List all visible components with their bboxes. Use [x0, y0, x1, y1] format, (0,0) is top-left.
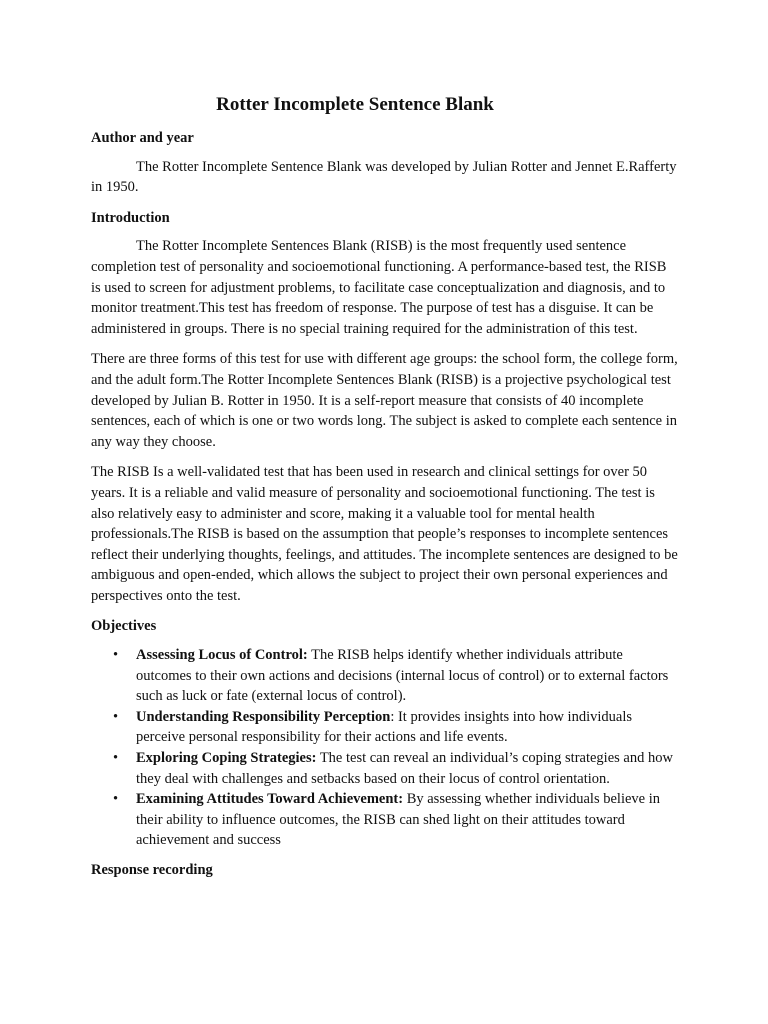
bullet-icon: • [113, 647, 119, 664]
objective-label: Examining Attitudes Toward Achievement: [136, 791, 404, 808]
objective-item [91, 789, 679, 851]
objective-item [91, 707, 679, 748]
section-heading-introduction: Introduction [91, 209, 170, 226]
introduction-paragraph-2: There are three forms of this test for use with different age groups: the school form, the college form, and the adult form.The Rotter Incomplete Sentences Blank (RISB) is a projective psychological test developed by Julian B. Rotter in 1950. It is a self-report measure that consists of 40 incomplete sentences, each of which is one or two words long. The subject is asked to complete each sentence in any way they choose. [91, 351, 678, 450]
objective-text: The RISB helps identify whether individuals attribute outcomes to their own actions and decisions (internal locus of control) or to external factors such as luck or fate (external locus of control). [136, 647, 669, 705]
section-heading-author: Author and year [91, 130, 194, 146]
bullet-icon: • [113, 750, 119, 767]
introduction-paragraph-1: The Rotter Incomplete Sentences Blank (RISB) is the most frequently used sentence completion test of personality and socioemotional functioning. A performance-based test, the RISB is used to screen for adjustment problems, to facilitate case conceptualization and diagnosis, and to monitor treatment.This test has freedom of response. The purpose of test has a disguise. It can be administered in groups. There is no special training required for the administration of this test. [91, 238, 667, 337]
objective-item [91, 748, 679, 789]
objective-text: : It provides insights into how individuals perceive personal responsibility for their actions and life events. [136, 708, 632, 746]
objectives-list [91, 645, 679, 851]
introduction-paragraph-3: The RISB Is a well-validated test that has been used in research and clinical settings for over 50 years. It is a reliable and valid measure of personality and socioemotional functioning. The test is also relatively easy to administer and score, making it a valuable tool for mental health professionals.The RISB is based on the assumption that people’s responses to incomplete sentences reflect their underlying thoughts, feelings, and attitudes. The incomplete sentences are designed to be ambiguous and open-ended, which allows the subject to project their own personal experiences and perspectives onto the test. [91, 464, 678, 604]
section-heading-objectives: Objectives [91, 618, 157, 635]
objective-text: The test can reveal an individual’s coping strategies and how they deal with challenges and setbacks based on their locus of control orientation. [136, 750, 673, 787]
document-title: Rotter Incomplete Sentence Blank [216, 94, 494, 115]
author-paragraph: The Rotter Incomplete Sentence Blank was developed by Julian Rotter and Jennet E.Rafferty in 1950. [91, 158, 677, 196]
objective-label: Exploring Coping Strategies: [136, 750, 317, 767]
bullet-icon: • [113, 791, 119, 808]
document-body [91, 93, 679, 889]
objective-label: Understanding Responsibility Perception [136, 708, 391, 725]
objective-text: By assessing whether individuals believe in their ability to influence outcomes, the RISB can shed light on their attitudes toward achievement and success [136, 791, 660, 849]
section-heading-response-recording: Response recording [91, 862, 213, 878]
objective-label: Assessing Locus of Control: [136, 647, 308, 664]
bullet-icon: • [113, 708, 119, 725]
objective-item [91, 645, 679, 707]
